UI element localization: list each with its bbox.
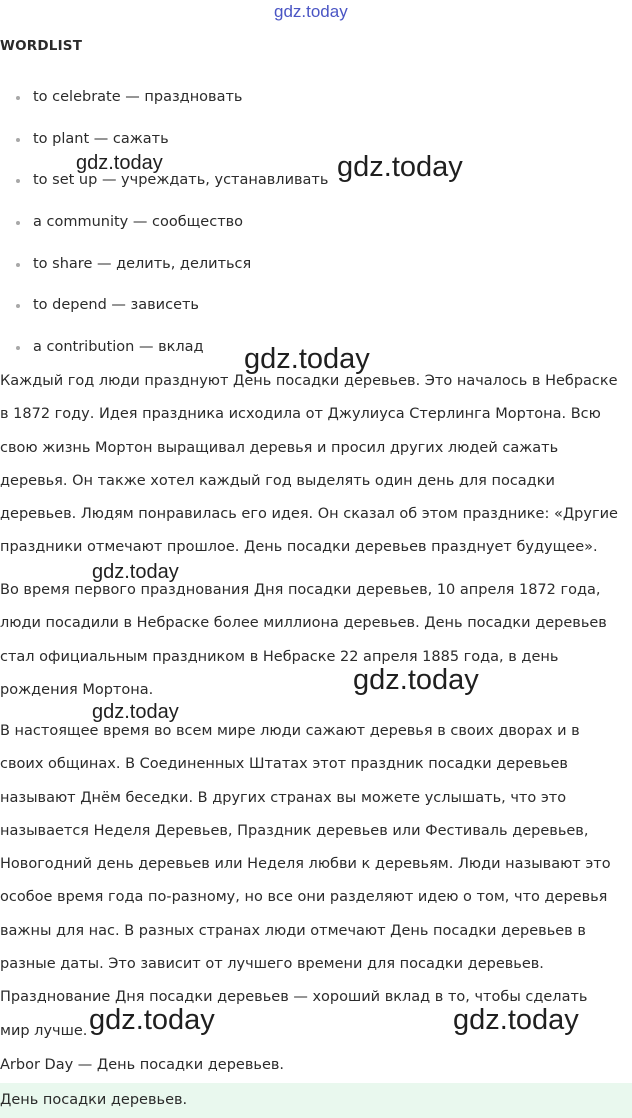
arbor-day-note: Arbor Day — День посадки деревьев.	[0, 1057, 285, 1073]
watermark-top: gdz.today	[274, 2, 348, 21]
paragraph-line: мир лучше.	[0, 1022, 88, 1039]
watermark: gdz.today	[353, 664, 479, 696]
answer-highlight: День посадки деревьев.	[0, 1083, 632, 1118]
watermark: gdz.today	[76, 152, 163, 174]
wordlist-item	[0, 210, 328, 252]
paragraph-line: разные даты. Это зависит от лучшего времени для посадки деревьев.	[0, 956, 544, 973]
paragraph-line: свою жизнь Мортон выращивал деревья и просил других людей сажать	[0, 439, 559, 456]
paragraph-line: особое время года по-разному, но все они разделяют идею о том, что деревья	[0, 889, 608, 906]
bullet-icon	[16, 179, 20, 183]
paragraph-line: праздники отмечают прошлое. День посадки деревьев празднует будущее».	[0, 539, 598, 556]
paragraph-line: стал официальным праздником в Небраске 22 апреля 1885 года, в день	[0, 648, 559, 665]
wordlist-item-text: a community — сообщество	[33, 214, 244, 231]
wordlist-item-text: to share — делить, делиться	[33, 255, 252, 272]
wordlist-item-text: to depend — зависеть	[33, 297, 199, 314]
bullet-icon	[16, 304, 20, 308]
wordlist-item-text: to celebrate — праздновать	[33, 89, 243, 105]
bullet-icon	[16, 221, 20, 225]
paragraph-first-celebration	[0, 574, 632, 707]
wordlist	[0, 85, 328, 377]
wordlist-item	[0, 168, 328, 210]
paragraph-line: Новогодний день деревьев или Неделя любви к деревьям. Люди называют это	[0, 856, 611, 873]
watermark: gdz.today	[244, 343, 370, 375]
paragraph-line: Празднование Дня посадки деревьев — хороший вклад в то, чтобы сделать	[0, 989, 588, 1006]
watermark: gdz.today	[337, 151, 463, 183]
watermark: gdz.today	[92, 561, 179, 583]
wordlist-item-text: a contribution — вклад	[33, 339, 204, 356]
watermark: gdz.today	[92, 701, 179, 723]
wordlist-item-text: to set up — учреждать, устанавливать	[33, 172, 329, 189]
wordlist-title: WORDLIST	[0, 38, 83, 54]
paragraph-line: называется Неделя Деревьев, Праздник деревьев или Фестиваль деревьев,	[0, 822, 589, 839]
wordlist-item	[0, 293, 328, 335]
watermark: gdz.today	[453, 1004, 579, 1036]
bullet-icon	[16, 96, 20, 100]
bullet-icon	[16, 346, 20, 350]
paragraph-today	[0, 715, 632, 1048]
paragraph-line: называют Днём беседки. В других странах вы можете услышать, что это	[0, 789, 567, 806]
watermark: gdz.today	[89, 1004, 215, 1036]
wordlist-item	[0, 127, 328, 169]
paragraph-line: рождения Мортона.	[0, 681, 154, 698]
paragraph-line: своих общинах. В Соединенных Штатах этот праздник посадки деревьев	[0, 756, 568, 773]
paragraph-line: Во время первого празднования Дня посадки деревьев, 10 апреля 1872 года,	[0, 582, 601, 598]
paragraph-line: люди посадили в Небраске более миллиона деревьев. День посадки деревьев	[0, 615, 607, 632]
wordlist-item-text: to plant — сажать	[33, 130, 169, 147]
paragraph-line: деревья. Он также хотел каждый год выделять один день для посадки	[0, 472, 555, 489]
bullet-icon	[16, 138, 20, 142]
paragraph-line: деревьев. Людям понравилась его идея. Он сказал об этом празднике: «Другие	[0, 506, 618, 523]
bullet-icon	[16, 263, 20, 267]
paragraph-line: в 1872 году. Идея праздника исходила от Джулиуса Стерлинга Мортона. Всю	[0, 406, 601, 423]
wordlist-item	[0, 252, 328, 294]
paragraph-history	[0, 365, 632, 565]
wordlist-item	[0, 85, 328, 127]
paragraph-line: Каждый год люди празднуют День посадки деревьев. Это началось в Небраске	[0, 373, 618, 389]
paragraph-line: В настоящее время во всем мире люди сажают деревья в своих дворах и в	[0, 723, 580, 739]
paragraph-line: важны для нас. В разных странах люди отмечают День посадки деревьев в	[0, 922, 586, 939]
